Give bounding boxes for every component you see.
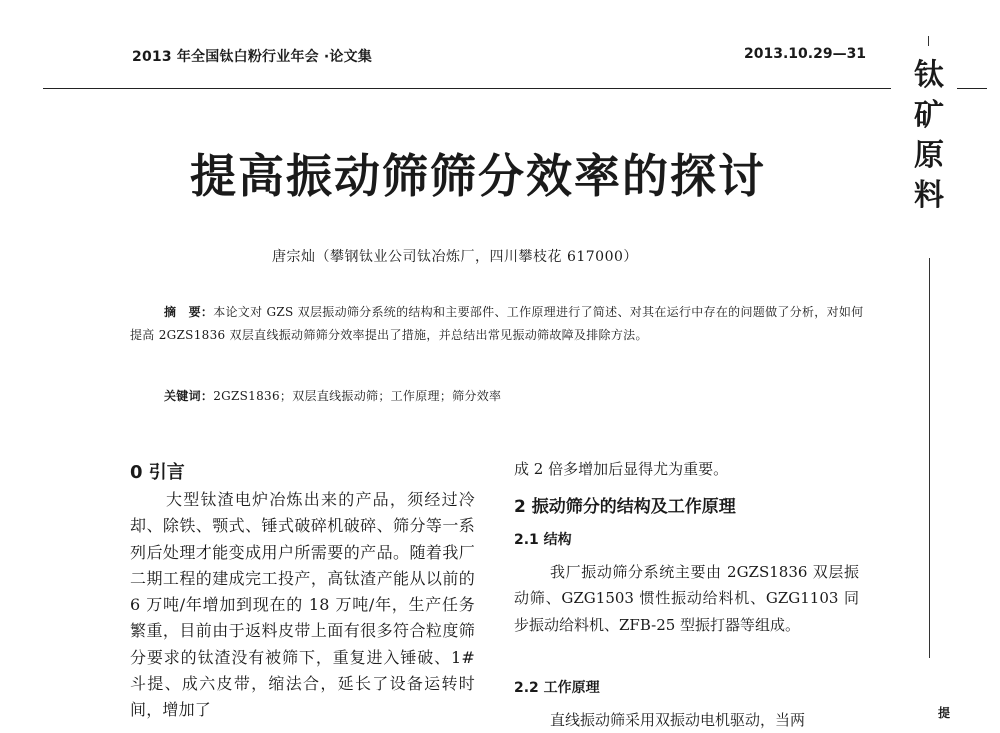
side-tick (928, 36, 929, 46)
side-char: 原 (914, 138, 944, 173)
conference-date: 2013.10.29—31 (744, 46, 867, 62)
header-rule (43, 88, 891, 89)
keywords-label: 关键词： (164, 389, 214, 403)
continuation-line: 成 2 倍多增加后显得尤为重要。 (514, 460, 729, 478)
abstract-text: 本论文对 GZS 双层振动筛分系统的结构和主要部件、工作原理进行了简述、对其在运行中存在的问题做了分析，对如何提高 2GZS1836 双层直线振动筛筛分效率提出了措施，并总结出常见振动筛故障及排除方法。 (130, 305, 864, 342)
abstract (130, 301, 870, 347)
abstract-label: 摘 要： (164, 305, 214, 319)
keywords (164, 387, 501, 404)
keywords-text: 2GZS1836；双层直线振动筛；工作原理；筛分效率 (213, 389, 502, 403)
paper-title: 提高振动筛筛分效率的探讨 (190, 149, 766, 203)
side-vertical-rule (929, 258, 930, 658)
subsection-heading-principle: 2.2 工作原理 (514, 680, 600, 696)
principle-paragraph: 直线振动筛采用双振动电机驱动，当两 (550, 711, 806, 729)
section-side-label (905, 56, 953, 216)
subsection-heading-structure: 2.1 结构 (514, 532, 572, 548)
side-char: 钛 (914, 58, 944, 93)
author-line: 唐宗灿（攀钢钛业公司钛冶炼厂，四川攀枝花 617000） (272, 249, 638, 265)
side-char: 矿 (914, 98, 944, 133)
structure-paragraph: 我厂振动筛分系统主要由 2GZS1836 双层振动筛、GZG1503 惯性振动给料机、GZG1103 同步振动给料机、ZFB-25 型振打器等组成。 (514, 563, 859, 634)
journal-header: 2013 年全国钛白粉行业年会 ·论文集 (132, 49, 373, 65)
section-heading-structure: 2 振动筛分的结构及工作原理 (514, 497, 736, 517)
side-rule (957, 88, 987, 89)
side-char: 料 (914, 178, 944, 213)
section-heading-intro: 0 引言 (130, 462, 185, 483)
intro-paragraph: 大型钛渣电炉冶炼出来的产品，须经过冷却、除铁、颚式、锤式破碎机破碎、筛分等一系列后处理才能变成用户所需要的产品。随着我厂二期工程的建成完工投产，高钛渣产能从以前的 6 万吨/年增加到现在的 18 万吨/年，生产任务繁重，目前由于返料皮带上面有很多符合粒度筛分要求的钛渣没有被筛下，重复进入锤破、1#斗提、成六皮带，缩法合，延长了设备运转时间，增加了 (130, 490, 475, 720)
side-bottom-char: 提 (938, 706, 951, 720)
